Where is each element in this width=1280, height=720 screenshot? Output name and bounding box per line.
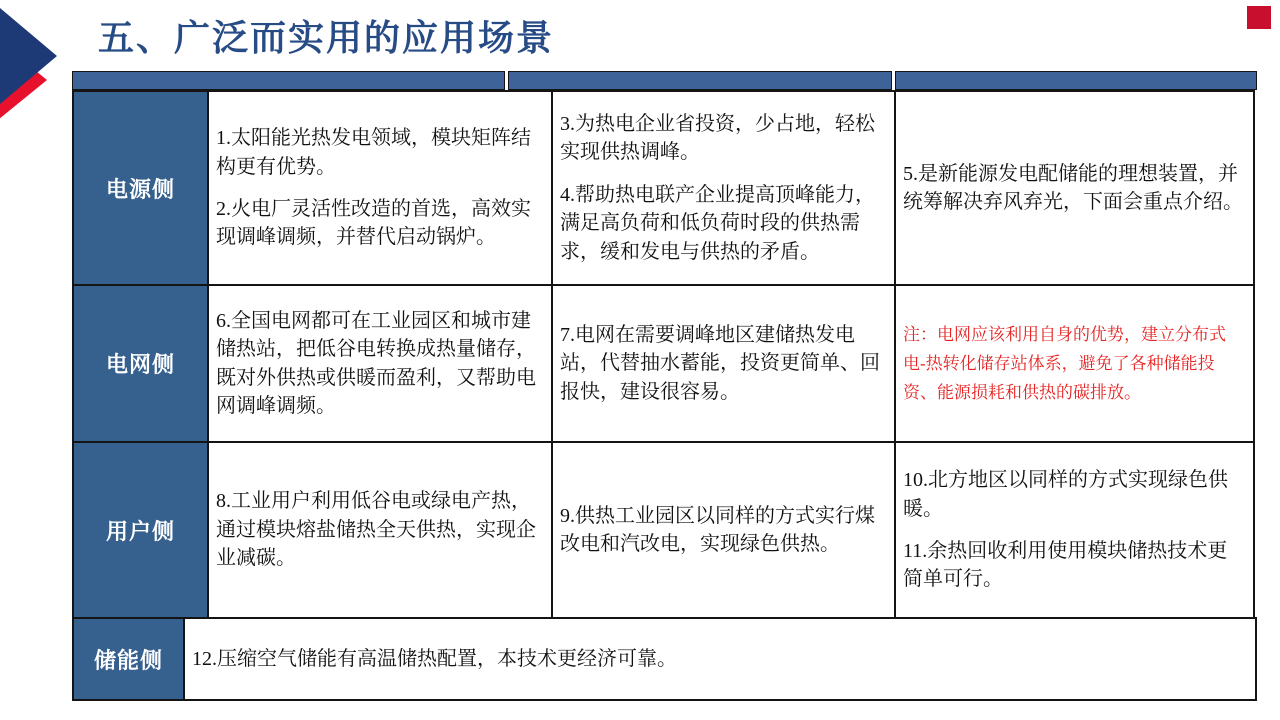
cell-power-source-col3 <box>896 92 1253 284</box>
table-body <box>72 90 1255 619</box>
row-label-grid-side: 电网侧 <box>74 286 207 441</box>
corner-red-square <box>1247 6 1271 29</box>
note-text: 注：电网应该利用自身的优势，建立分布式电-热转化储存站体系，避免了各种储能投资、能源损耗和供热的碳排放。 <box>903 324 1226 403</box>
row-label-power-source-side: 电源侧 <box>74 92 207 284</box>
cell-text: 11.余热回收利用使用模块储热技术更简单可行。 <box>903 540 1228 591</box>
row-label-storage-side: 储能侧 <box>74 619 183 699</box>
cell-text: 5.是新能源发电配储能的理想装置，并统筹解决弃风弃光，下面会重点介绍。 <box>903 162 1243 213</box>
cell-text: 10.北方地区以同样的方式实现绿色供暖。 <box>903 469 1228 520</box>
cell-power-source-col2 <box>553 92 894 284</box>
cell-grid-col1 <box>209 286 551 441</box>
table-header-cell-2 <box>508 71 892 90</box>
cell-user-col1 <box>209 443 551 617</box>
table-header-row <box>72 71 1257 90</box>
cell-text: 8.工业用户利用低谷电或绿电产热，通过模块熔盐储热全天供热，实现企业减碳。 <box>216 490 536 570</box>
cell-grid-note <box>896 286 1253 441</box>
cell-text: 3.为热电企业省投资，少占地，轻松实现供热调峰。 <box>560 113 875 164</box>
cell-text: 6.全国电网都可在工业园区和城市建储热站，把低谷电转换成热量储存，既对外供热或供暖而盈利，又帮助电网调峰调频。 <box>216 309 536 417</box>
cell-text: 9.供热工业园区以同样的方式实行煤改电和汽改电，实现绿色供热。 <box>560 504 875 555</box>
table-header-cell-1 <box>72 71 505 90</box>
cell-text: 2.火电厂灵活性改造的首选，高效实现调峰调频，并替代启动锅炉。 <box>216 198 531 249</box>
cell-user-col3 <box>896 443 1253 617</box>
cell-user-col2 <box>553 443 894 617</box>
cell-text: 1.太阳能光热发电领域，模块矩阵结构更有优势。 <box>216 127 531 178</box>
slide-title: 五、广泛而实用的应用场景 <box>98 18 555 58</box>
cell-power-source-col1 <box>209 92 551 284</box>
row-label-user-side: 用户侧 <box>74 443 207 617</box>
table-header-cell-3 <box>895 71 1257 90</box>
cell-text: 4.帮助热电联产企业提高顶峰能力，满足高负荷和低负荷时段的供热需求，缓和发电与供热的矛盾。 <box>560 183 875 263</box>
cell-text: 7.电网在需要调峰地区建储热发电站，代替抽水蓄能，投资更简单、回报快，建设很容易。 <box>560 323 880 403</box>
cell-text: 12.压缩空气储能有高温储热配置，本技术更经济可靠。 <box>192 647 677 670</box>
logo <box>0 0 70 140</box>
table-row-storage-side <box>72 617 1257 701</box>
cell-grid-col2 <box>553 286 894 441</box>
cell-storage-content <box>185 619 1255 699</box>
